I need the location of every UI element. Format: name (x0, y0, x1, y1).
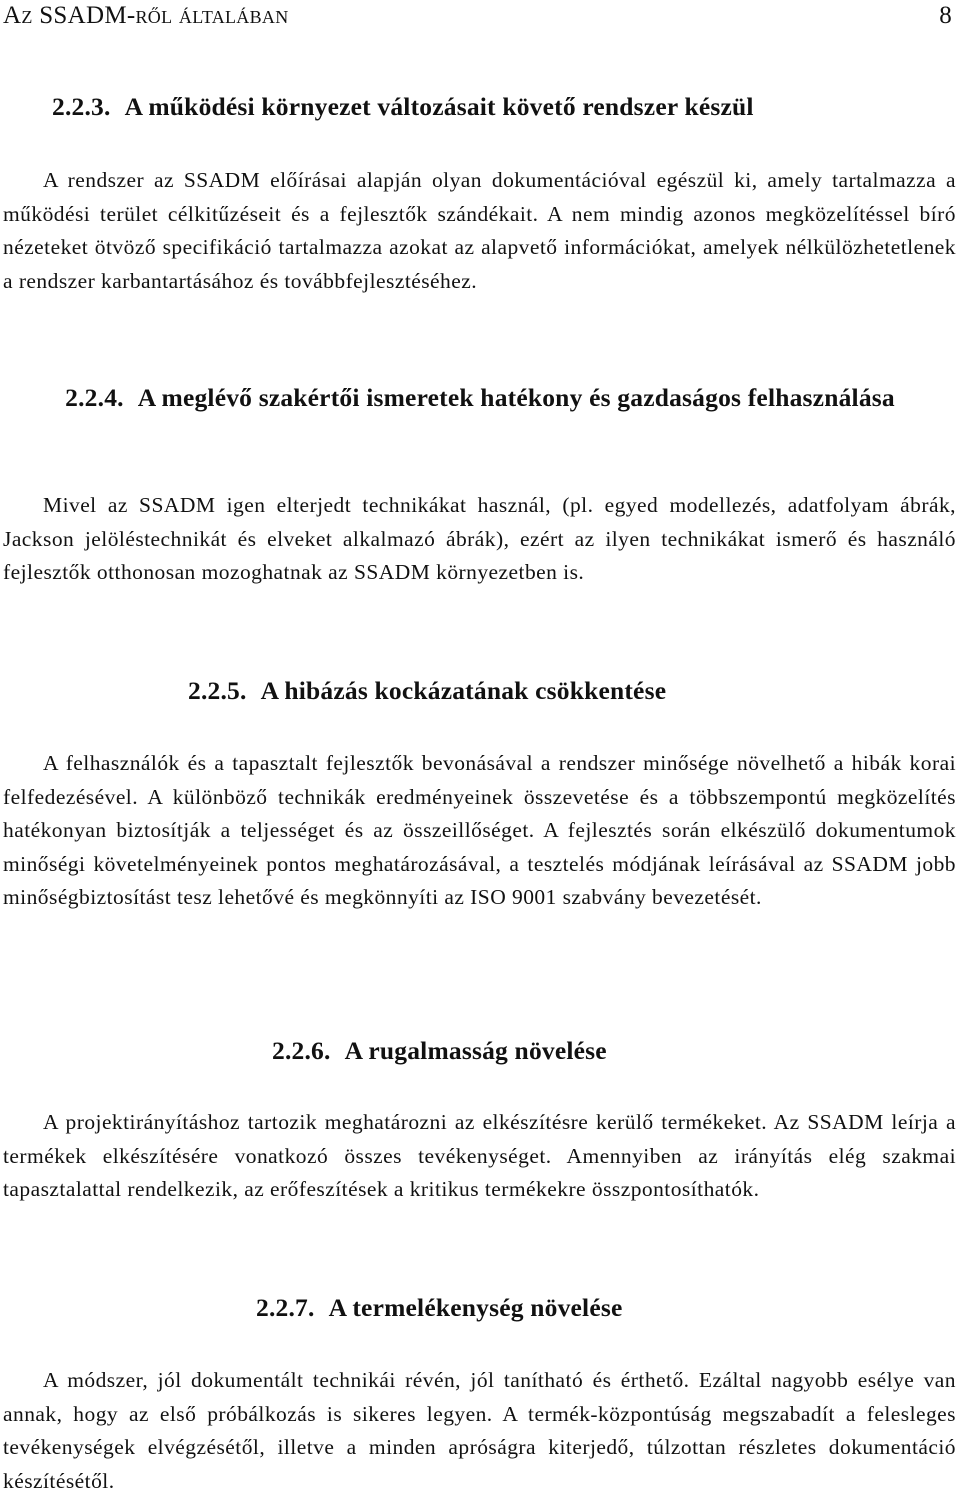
section-number: 2.2.7. (256, 1293, 315, 1322)
section-heading-2-2-5 (188, 674, 666, 708)
section-title: A hibázás kockázatának csökkentése (260, 676, 667, 705)
section-title: A rugalmasság növelése (344, 1036, 607, 1065)
paragraph-text: A módszer, jól dokumentált technikái révén, jól tanítható és érthető. Ezáltal nagyobb esélye van annak, hogy az első próbálkozás is sikeres legyen. A termék-központúság megszabadít a felesleges tevékenységek elvégzésétől, illetve a minden apróságra kiterjedő, túlzottan részletes dokumentáció készítésétől. (3, 1368, 956, 1493)
running-header-title: Az SSADM-ről általában (3, 2, 289, 29)
paragraph-text: Mivel az SSADM igen elterjedt technikákat használ, (pl. egyed modellezés, adatfolyam ábrák, Jackson jelöléstechnikát és elveket alkalmazó ábrák), ezért az ilyen technikákat ismerő és használó fejlesztők otthonosan mozoghatnak az SSADM környezetben is. (3, 493, 956, 585)
section-paragraph-2-2-5 (3, 747, 956, 915)
running-header (3, 2, 952, 32)
section-heading-2-2-3 (52, 90, 754, 124)
section-title: A termelékenység növelése (328, 1293, 623, 1322)
section-number: 2.2.5. (188, 676, 247, 705)
paragraph-text: A felhasználók és a tapasztalt fejlesztők bevonásával a rendszer minősége növelhető a hibák korai felfedezésével. A különböző technikák eredményeinek összevetése és a többszempontú megközelítés hatékonyan biztosítják a teljességet és az összeillőséget. A fejlesztés során elkészülő dokumentumok minőségi követelményeinek pontos meghatározásával, a tesztelés módjának leírásával az SSADM jobb minőségbiztosítást tesz lehetővé és megkönnyíti az ISO 9001 szabvány bevezetését. (3, 751, 956, 910)
section-paragraph-2-2-4 (3, 489, 956, 590)
section-heading-2-2-6 (272, 1034, 607, 1068)
section-number: 2.2.6. (272, 1036, 331, 1065)
section-paragraph-2-2-7 (3, 1364, 956, 1498)
section-title: A működési környezet változásait követő rendszer készül (124, 92, 754, 121)
paragraph-text: A rendszer az SSADM előírásai alapján olyan dokumentációval egészül ki, amely tartalmazza a működési terület célkitűzéseit és a fejlesztők szándékait. A nem mindig azonos megközelítéssel bíró nézeteket ötvöző specifikáció tartalmazza azokat az alapvető információkat, amelyek nélkülözhetetlenek a rendszer karbantartásához és továbbfejlesztéséhez. (3, 168, 956, 293)
section-paragraph-2-2-3 (3, 164, 956, 298)
page-number: 8 (939, 2, 952, 29)
section-title: A meglévő szakértői ismeretek hatékony és gazdaságos felhasználása (137, 383, 895, 412)
section-heading-2-2-4 (60, 381, 900, 415)
section-number: 2.2.4. (65, 383, 124, 412)
section-number: 2.2.3. (52, 92, 111, 121)
section-heading-2-2-7 (256, 1291, 623, 1325)
section-paragraph-2-2-6 (3, 1106, 956, 1207)
paragraph-text: A projektirányításhoz tartozik meghatározni az elkészítésre kerülő termékeket. Az SSADM leírja a termékek elkészítésére vonatkozó összes tevékenységet. Amennyiben az irányítás elég szakmai tapasztalattal rendelkezik, az erőfeszítések a kritikus termékekre összpontosíthatók. (3, 1110, 956, 1202)
